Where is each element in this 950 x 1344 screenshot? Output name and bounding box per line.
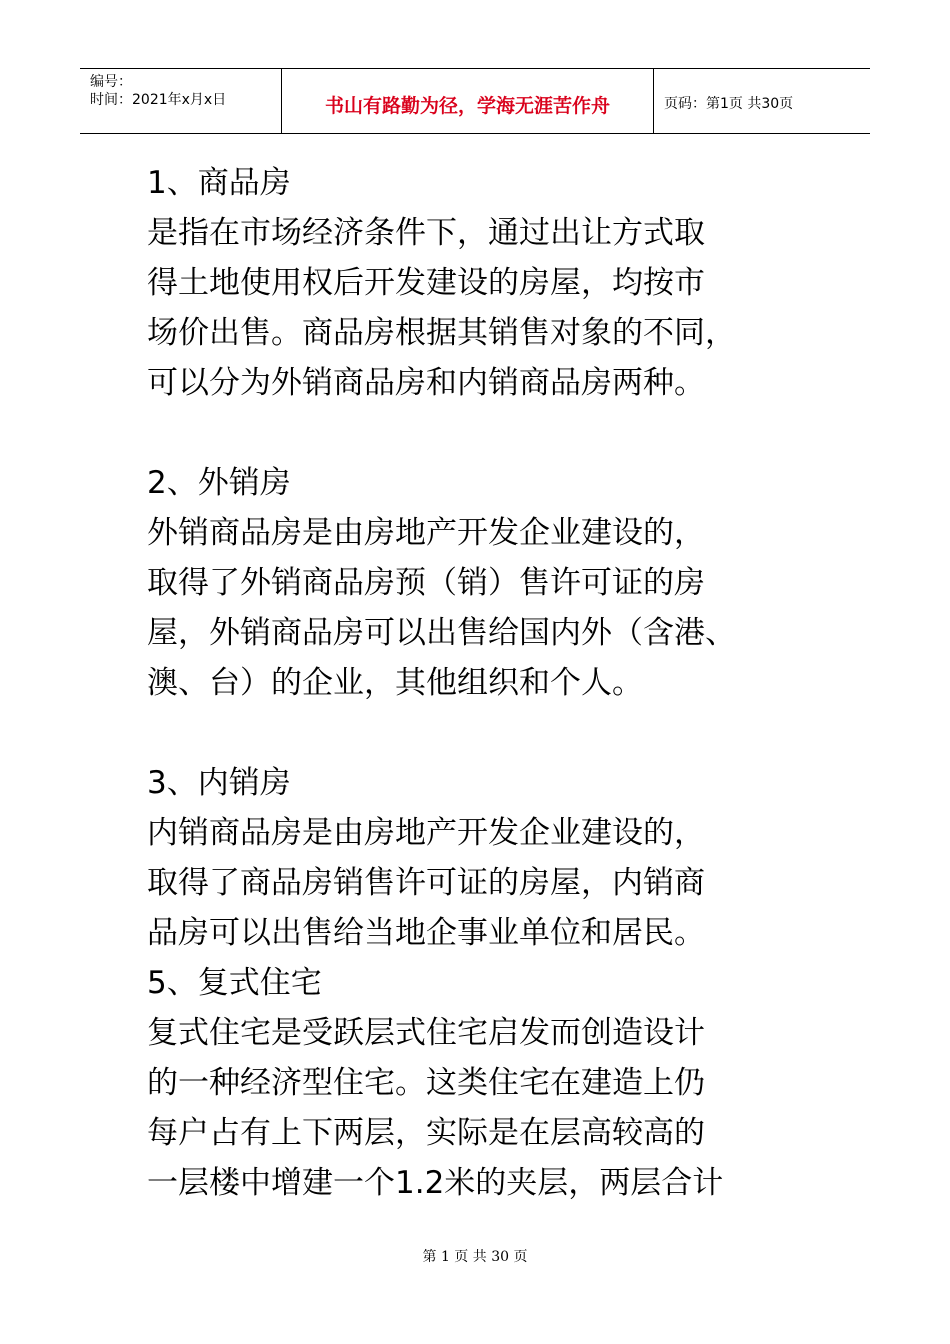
header-meta <box>80 69 282 133</box>
paragraph-line: 复式住宅是受跃层式住宅启发而创造设计 <box>147 1015 705 1051</box>
paragraph-line: 得土地使用权后开发建设的房屋，均按市 <box>147 265 705 301</box>
paragraph-line: 内销商品房是由房地产开发企业建设的， <box>147 815 705 851</box>
page-footer: 第 1 页 共 30 页 <box>422 1249 528 1265</box>
section-spacer <box>147 408 827 458</box>
document-date-label: 时间：2021年x月x日 <box>90 92 227 108</box>
header-page-label: 页码：第1页 共30页 <box>664 96 794 112</box>
document-header <box>80 68 870 134</box>
section-heading: 3、内销房 <box>147 765 291 801</box>
section-heading: 5、复式住宅 <box>147 965 322 1001</box>
paragraph-line: 一层楼中增建一个1.2米的夹层，两层合计 <box>147 1165 724 1201</box>
paragraph-line: 屋，外销商品房可以出售给国内外（含港、 <box>147 615 736 651</box>
paragraph-line: 每户占有上下两层，实际是在层高较高的 <box>147 1115 705 1151</box>
section-heading: 1、商品房 <box>147 165 291 201</box>
paragraph-line: 品房可以出售给当地企事业单位和居民。 <box>147 915 705 951</box>
section-spacer <box>147 708 827 758</box>
header-motto: 书山有路勤为径，学海无涯苦作舟 <box>282 69 654 133</box>
paragraph-line: 取得了外销商品房预（销）售许可证的房 <box>147 565 705 601</box>
paragraph-line: 场价出售。商品房根据其销售对象的不同， <box>147 315 736 351</box>
paragraph-line: 澳、台）的企业，其他组织和个人。 <box>147 665 643 701</box>
paragraph-line: 是指在市场经济条件下，通过出让方式取 <box>147 215 705 251</box>
document-body <box>147 158 827 1208</box>
paragraph-line: 取得了商品房销售许可证的房屋，内销商 <box>147 865 705 901</box>
paragraph-line: 可以分为外销商品房和内销商品房两种。 <box>147 365 705 401</box>
document-number-label: 编号： <box>90 74 132 90</box>
section-heading: 2、外销房 <box>147 465 291 501</box>
paragraph-line: 的一种经济型住宅。这类住宅在建造上仍 <box>147 1065 705 1101</box>
paragraph-line: 外销商品房是由房地产开发企业建设的， <box>147 515 705 551</box>
